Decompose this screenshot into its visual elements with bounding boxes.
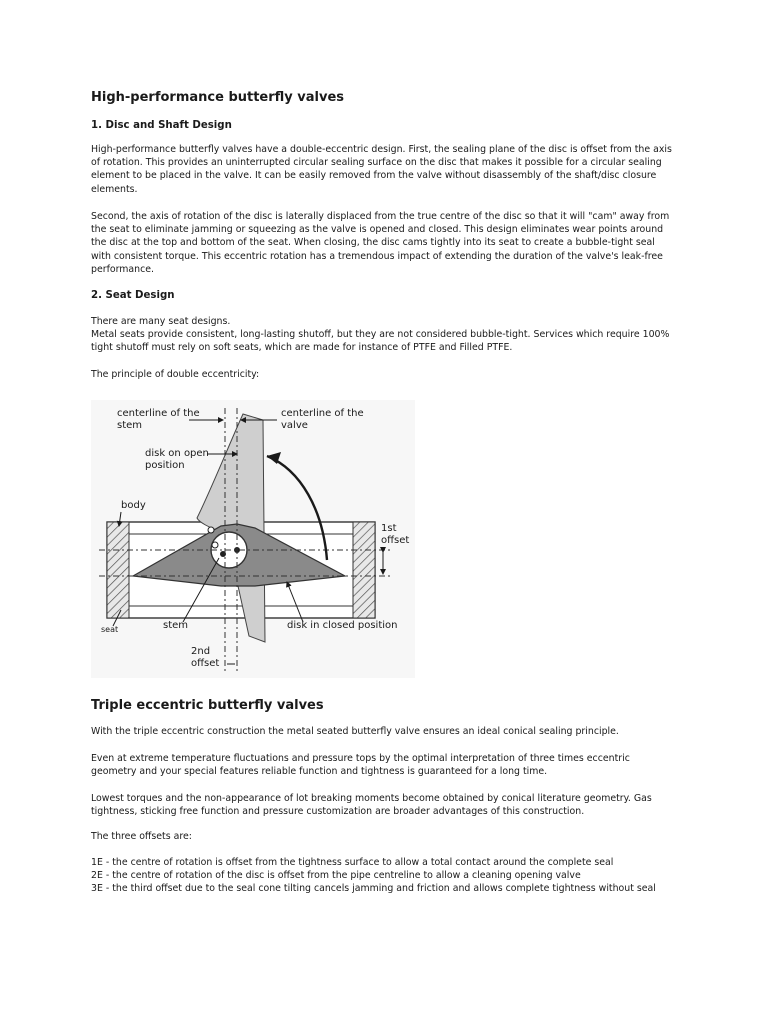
- text-line: The three offsets are:: [91, 831, 192, 842]
- text-line: geometry and your special features reliable function and tightness is guaranteed for a long time.: [91, 766, 548, 778]
- text-line: Second, the axis of rotation of the disc is laterally displaced from the true centre of the disc so that it will "cam" away from: [91, 211, 670, 222]
- page-title: High-performance butterfly valves: [91, 90, 345, 105]
- paragraph-triple-3: [91, 792, 691, 818]
- paragraph-triple-4: [91, 830, 691, 843]
- paragraph-disc-shaft-2: [91, 210, 691, 276]
- label-disk-closed: disk in closed position: [287, 620, 398, 631]
- paragraph-disc-shaft-1: [91, 143, 691, 196]
- text-line: High-performance butterfly valves have a double-eccentric design. First, the sealing plane of the disc is offset from the axis: [91, 144, 672, 155]
- label-body: body: [121, 500, 146, 511]
- seat-right: [353, 522, 375, 618]
- label-stem: stem: [163, 620, 189, 631]
- paragraph-triple-5: [91, 856, 691, 896]
- label-disk-open: position: [145, 460, 185, 471]
- label-stem-centerline: stem: [117, 420, 143, 431]
- text-line: 1E - the centre of rotation is offset from the tightness surface to allow a total contact around the complete seal: [91, 857, 614, 868]
- text-line: Even at extreme temperature fluctuations and pressure tops by the optimal interpretation of three times eccentric: [91, 753, 630, 764]
- label-second-offset: offset: [191, 658, 220, 669]
- pivot-dot: [208, 527, 214, 533]
- text-line: With the triple eccentric construction the metal seated butterfly valve ensures an ideal conical sealing principle.: [91, 726, 619, 737]
- label-stem-centerline: centerline of the: [117, 408, 200, 419]
- text-line: Lowest torques and the non-appearance of lot breaking moments become obtained by conical literature geometry. Gas: [91, 793, 652, 804]
- section-heading-seat-design: 2. Seat Design: [91, 290, 175, 301]
- text-line: the seat to eliminate jamming or squeezing as the valve is opened and closed. This design eliminates wear points around: [91, 224, 664, 236]
- text-line: 3E - the third offset due to the seal cone tilting cancels jamming and friction and allows complete tightness without seal: [91, 883, 656, 895]
- text-line: the disc at the top and bottom of the seat. When closing, the disc cams tightly into its seat to create a bubble-tight seal: [91, 237, 655, 249]
- paragraph-triple-1: [91, 725, 691, 738]
- label-valve-centerline: centerline of the: [281, 408, 364, 419]
- label-disk-open: disk on open: [145, 448, 209, 459]
- section-heading-triple-eccentric: Triple eccentric butterfly valves: [91, 698, 324, 713]
- text-line: of rotation. This provides an uninterrupted circular sealing surface on the disc that makes it possible for a circular sealing: [91, 157, 662, 169]
- text-line: Metal seats provide consistent, long-lasting shutoff, but they are not considered bubble-tight. Services which require 100%: [91, 329, 670, 341]
- label-second-offset: 2nd: [191, 646, 211, 657]
- label-first-offset: offset: [381, 535, 410, 546]
- text-line: There are many seat designs.: [91, 316, 231, 327]
- paragraph-seat-design-1: [91, 315, 691, 355]
- paragraph-seat-design-2: [91, 368, 691, 381]
- label-seat: seat: [101, 625, 119, 634]
- pivot-dot: [212, 542, 218, 548]
- text-line: elements.: [91, 183, 138, 195]
- seat-left: [107, 522, 129, 618]
- text-line: performance.: [91, 263, 155, 275]
- text-line: with consistent torque. This eccentric rotation has a tremendous impact of extending the duration of the valve's leak-free: [91, 250, 663, 262]
- label-valve-centerline: valve: [281, 420, 308, 431]
- section-heading-disc-shaft: 1. Disc and Shaft Design: [91, 120, 232, 131]
- label-first-offset: 1st: [381, 523, 397, 534]
- text-line: The principle of double eccentricity:: [91, 369, 260, 380]
- paragraph-triple-2: [91, 752, 691, 778]
- text-line: element to be placed in the valve. It can be easily removed from the valve without disassembly of the shaft/disc closure: [91, 170, 657, 182]
- text-line: 2E - the centre of rotation of the disc is offset from the pipe centreline to allow a cleaning opening valve: [91, 870, 581, 882]
- text-line: tightness, sticking free function and pressure customization are broader advantages of this construction.: [91, 806, 585, 818]
- double-eccentricity-diagram: [91, 400, 415, 678]
- text-line: tight shutoff must rely on soft seats, which are made for instance of PTFE and Filled PTFE.: [91, 342, 513, 354]
